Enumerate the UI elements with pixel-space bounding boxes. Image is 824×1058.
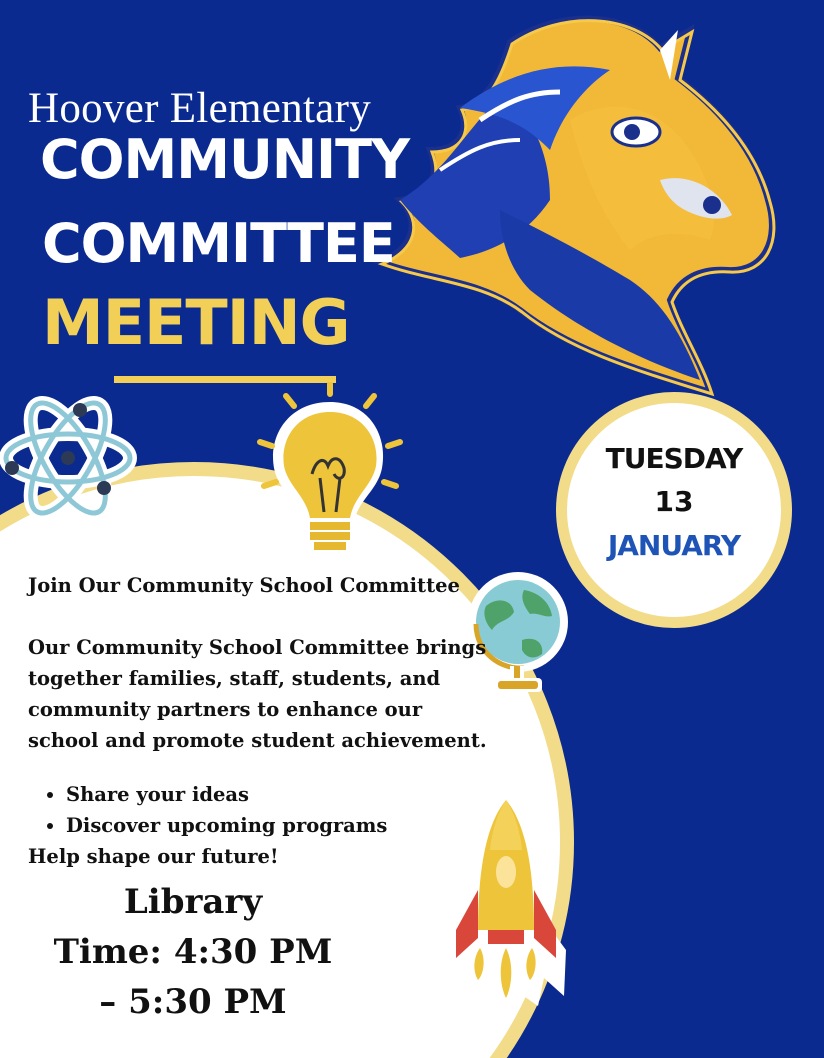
description-paragraph: Our Community School Committee brings together families, staff, students, and community partners to enhance our school and promote student achievement.: [28, 636, 487, 752]
list-item: • Share your ideas: [66, 779, 498, 810]
date-badge: [556, 392, 792, 628]
rocket-icon: [448, 780, 588, 1030]
description-heading: Join Our Community School Committee: [28, 574, 460, 597]
title-line-committee: COMMITTEE: [42, 212, 395, 275]
atom-icon: [0, 388, 140, 528]
closing-line: Help shape our future!: [28, 845, 279, 868]
date-month: JANUARY: [607, 529, 741, 562]
mustang-mascot-logo: [360, 0, 800, 400]
event-details: [40, 877, 346, 1027]
title-line-meeting: MEETING: [42, 286, 350, 359]
event-location: Library: [123, 882, 263, 922]
lightbulb-icon: [250, 382, 420, 572]
date-day: 13: [654, 485, 694, 518]
list-item: • Discover upcoming programs: [66, 810, 498, 841]
description-block: [28, 570, 498, 872]
event-time: Time: 4:30 PM – 5:30 PM: [53, 932, 333, 1022]
title-line-community: COMMUNITY: [40, 128, 410, 191]
school-name: Hoover Elementary: [28, 85, 371, 132]
date-weekday: TUESDAY: [605, 442, 743, 475]
benefit-list: [28, 779, 498, 841]
